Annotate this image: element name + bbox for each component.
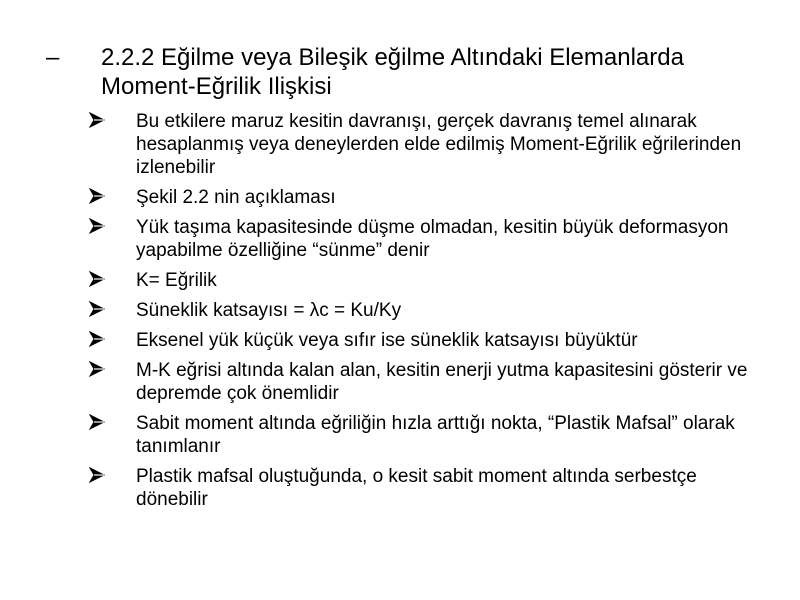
list-item xyxy=(0,359,750,405)
bullet-text: Bu etkilere maruz kesitin davranışı, gerçek davranış temel alınarak hesaplanmış veya deneylerden elde edilmiş Moment-Eğrilik eğrilerinden izlenebilir xyxy=(136,111,742,178)
bullet-text: Süneklik katsayısı = λc = Ku/Ky xyxy=(136,300,402,321)
bullet-text: Eksenel yük küçük veya sıfır ise süneklik katsayısı büyüktür xyxy=(136,330,638,351)
arrowhead-bullet-icon xyxy=(88,300,106,318)
bullet-text: Sabit moment altında eğriliğin hızla arttığı nokta, “Plastik Mafsal” olarak tanımlanır xyxy=(136,413,735,457)
bullet-text: Plastik mafsal oluştuğunda, o kesit sabit moment altında serbestçe dönebilir xyxy=(136,466,697,510)
arrowhead-bullet-icon xyxy=(88,413,106,431)
list-item xyxy=(0,465,750,511)
bullet-text: M-K eğrisi altında kalan alan, kesitin enerji yutma kapasitesini gösterir ve depremde çok önemlidir xyxy=(136,360,748,404)
arrowhead-bullet-icon xyxy=(88,217,106,235)
list-item xyxy=(0,110,750,179)
arrowhead-bullet-icon xyxy=(88,270,106,288)
list-item xyxy=(0,329,750,352)
heading-text: 2.2.2 Eğilme veya Bileşik eğilme Altındaki Elemanlarda Moment-Eğrilik Ilişkisi xyxy=(101,44,684,100)
dash-bullet: – xyxy=(46,44,60,71)
arrowhead-bullet-icon xyxy=(88,111,106,129)
bullet-text: K= Eğrilik xyxy=(136,270,217,291)
list-item xyxy=(0,186,750,209)
bullet-text: Yük taşıma kapasitesinde düşme olmadan, kesitin büyük deformasyon yapabilme özelliğine “sünme” denir xyxy=(136,217,729,261)
list-item xyxy=(0,216,750,262)
arrowhead-bullet-icon xyxy=(88,360,106,378)
bullet-list xyxy=(0,110,800,518)
list-item xyxy=(0,269,750,292)
arrowhead-bullet-icon xyxy=(88,187,106,205)
list-item xyxy=(0,412,750,458)
arrowhead-bullet-icon xyxy=(88,466,106,484)
list-item xyxy=(0,299,750,322)
bullet-text: Şekil 2.2 nin açıklaması xyxy=(136,187,336,208)
arrowhead-bullet-icon xyxy=(88,330,106,348)
